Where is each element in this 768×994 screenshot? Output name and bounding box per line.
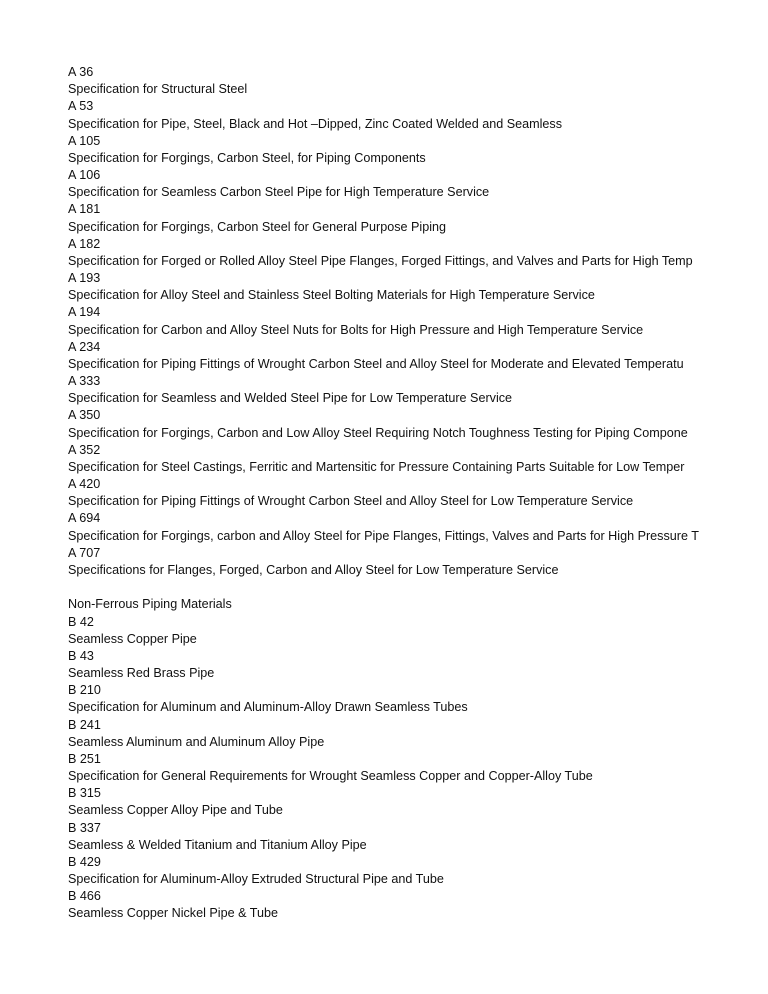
standard-code: B 429 bbox=[68, 854, 101, 869]
standard-title: Specification for Forgings, carbon and Alloy Steel for Pipe Flanges, Fittings, Valves and Parts for High Pressure T bbox=[68, 528, 699, 543]
standard-title: Specification for Forged or Rolled Alloy Steel Pipe Flanges, Forged Fittings, and Valves and Parts for High Temp bbox=[68, 253, 693, 268]
standard-code: A 193 bbox=[68, 271, 101, 286]
standard-title: Seamless Copper Nickel Pipe & Tube bbox=[68, 906, 278, 921]
section-heading: Non-Ferrous Piping Materials bbox=[68, 597, 232, 612]
standard-title: Specifications for Flanges, Forged, Carbon and Alloy Steel for Low Temperature Service bbox=[68, 562, 559, 577]
standard-title: Specification for Seamless and Welded Steel Pipe for Low Temperature Service bbox=[68, 391, 513, 406]
standard-title: Specification for Pipe, Steel, Black and Hot –Dipped, Zinc Coated Welded and Seamless bbox=[68, 116, 562, 131]
standard-title: Seamless Aluminum and Aluminum Alloy Pipe bbox=[68, 734, 325, 749]
standard-code: B 241 bbox=[68, 717, 101, 732]
standard-code: B 251 bbox=[68, 751, 101, 766]
standard-title: Specification for General Requirements for Wrought Seamless Copper and Copper-Alloy Tube bbox=[68, 769, 593, 784]
standard-code: A 105 bbox=[68, 133, 101, 148]
standard-code: A 194 bbox=[68, 305, 101, 320]
standard-code: A 352 bbox=[68, 442, 101, 457]
standard-code: A 420 bbox=[68, 477, 101, 492]
standard-title: Specification for Forgings, Carbon and Low Alloy Steel Requiring Notch Toughness Testing for Piping Compone bbox=[68, 425, 688, 440]
standard-code: B 337 bbox=[68, 820, 101, 835]
standard-code: B 315 bbox=[68, 786, 101, 801]
standard-code: B 43 bbox=[68, 648, 94, 663]
standard-code: A 350 bbox=[68, 408, 101, 423]
standard-title: Specification for Seamless Carbon Steel Pipe for High Temperature Service bbox=[68, 185, 490, 200]
standard-title: Specification for Steel Castings, Ferritic and Martensitic for Pressure Containing Parts Suitable for Low Temper bbox=[68, 459, 685, 474]
standard-code: A 36 bbox=[68, 65, 94, 79]
standard-code: A 53 bbox=[68, 99, 94, 114]
standard-code: A 182 bbox=[68, 236, 101, 251]
standard-title: Specification for Aluminum-Alloy Extruded Structural Pipe and Tube bbox=[68, 872, 444, 887]
standard-code: A 234 bbox=[68, 339, 101, 354]
standard-code: B 466 bbox=[68, 889, 101, 904]
standard-code: A 707 bbox=[68, 545, 101, 560]
standard-title: Specification for Piping Fittings of Wrought Carbon Steel and Alloy Steel for Low Temperature Service bbox=[68, 494, 634, 509]
standard-title: Seamless Copper Pipe bbox=[68, 631, 197, 646]
standard-title: Seamless Copper Alloy Pipe and Tube bbox=[68, 803, 283, 818]
standard-code: A 106 bbox=[68, 168, 101, 183]
standard-title: Specification for Structural Steel bbox=[68, 82, 248, 97]
standard-title: Seamless Red Brass Pipe bbox=[68, 666, 215, 681]
standard-code: A 333 bbox=[68, 374, 101, 389]
standard-code: A 694 bbox=[68, 511, 101, 526]
standard-title: Specification for Forgings, Carbon Steel, for Piping Components bbox=[68, 150, 426, 165]
document-page bbox=[68, 64, 768, 923]
standard-title: Specification for Alloy Steel and Stainless Steel Bolting Materials for High Temperature Service bbox=[68, 288, 595, 303]
standard-code: B 210 bbox=[68, 683, 101, 698]
standard-title: Seamless & Welded Titanium and Titanium Alloy Pipe bbox=[68, 837, 367, 852]
standard-code: B 42 bbox=[68, 614, 94, 629]
section-spacer bbox=[68, 579, 768, 596]
standard-title: Specification for Aluminum and Aluminum-Alloy Drawn Seamless Tubes bbox=[68, 700, 468, 715]
standard-title: Specification for Carbon and Alloy Steel Nuts for Bolts for High Pressure and High Temperature Service bbox=[68, 322, 644, 337]
ferrous-standards-list bbox=[68, 64, 768, 579]
standard-title: Specification for Piping Fittings of Wrought Carbon Steel and Alloy Steel for Moderate and Elevated Temperatu bbox=[68, 356, 684, 371]
standard-code: A 181 bbox=[68, 202, 101, 217]
non-ferrous-standards-list bbox=[68, 614, 768, 923]
standard-title: Specification for Forgings, Carbon Steel for General Purpose Piping bbox=[68, 219, 447, 234]
